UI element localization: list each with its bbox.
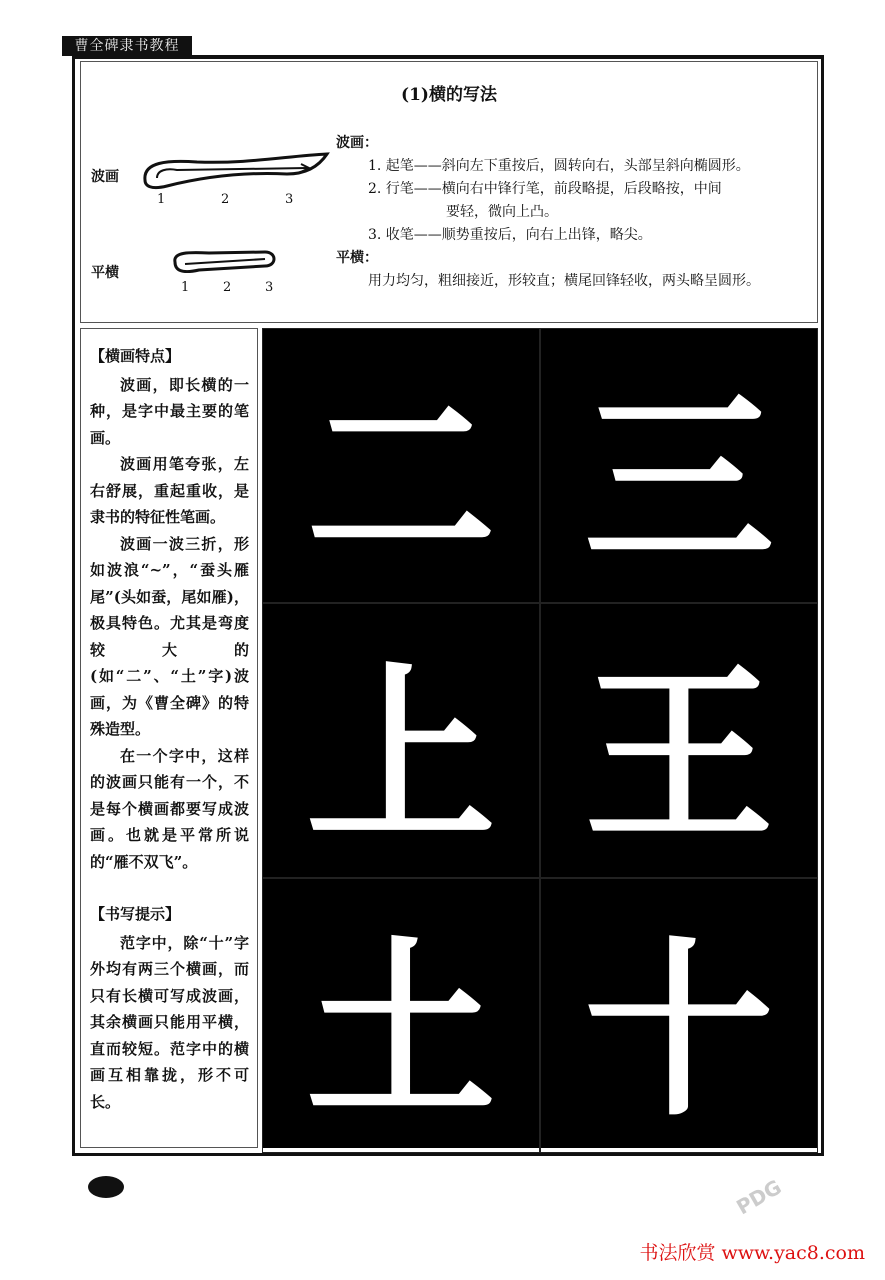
features-para: 在一个字中，这样的波画只能有一个，不是每个横画都要写成波画。也就是平常所说的“雁不双飞”。 [90, 746, 249, 871]
step-3: 3. 收笔——顺势重按后，向右上出锋，略尖。 [368, 227, 652, 243]
pdg-watermark: PDG [732, 1174, 786, 1220]
pingheng-stroke-diagram [169, 248, 281, 278]
example-char: 十 [540, 878, 818, 1153]
notes-column [80, 328, 258, 1148]
example-char: 二 [262, 328, 540, 603]
features-heading: 【横画特点】 [90, 347, 181, 365]
tips-heading: 【书写提示】 [90, 905, 181, 923]
example-char: 三 [540, 328, 818, 603]
pingheng-text: 用力均匀，粗细接近，形较直；横尾回锋轻收，两头略呈圆形。 [368, 273, 760, 289]
book-title-tab: 曹全碑隶书教程 [62, 36, 192, 56]
bohua-label: 波画 [91, 169, 119, 185]
stroke-method-box: (1)横的写法 波画 1 2 3 平横 1 2 3 波画： 1. 起笔——斜向左下重按后，圆转向右，头部呈斜向椭圆形。 2. 行笔——横向右中锋行笔，前段略提，后段略按，中间 要轻，微向上凸。 3. 收笔——顺势重按后，向右上出锋，略尖。 平横： 用力均匀，粗细接近，形较直；横尾回锋轻收，两头略呈圆形。 [80, 61, 818, 323]
features-para: 波画用笔夸张，左右舒展，重起重收，是隶书的特征性笔画。 [90, 455, 249, 526]
step-1: 1. 起笔——斜向左下重按后，圆转向右，头部呈斜向椭圆形。 [368, 158, 750, 174]
example-char: 上 [262, 603, 540, 878]
step-2-cont: 要轻，微向上凸。 [446, 204, 558, 220]
pingheng-label: 平横 [91, 265, 119, 281]
calligraphy-examples [262, 328, 818, 1148]
features-para: 波画，即长横的一种，是字中最主要的笔画。 [90, 375, 249, 447]
step-2: 2. 行笔——横向右中锋行笔，前段略提，后段略按，中间 [368, 181, 722, 197]
pingheng-heading: 平横： [336, 250, 378, 266]
features-para: 波画一波三折，形如波浪“~”，“蚕头雁尾”(头如蚕，尾如雁)，极具特色。尤其是弯度较大的(如“二”、“土”字)波画，为《曹全碑》的特殊造型。 [90, 534, 249, 738]
bohua-stroke-diagram [137, 150, 337, 192]
example-char: 王 [540, 603, 818, 878]
site-watermark: 书法欣赏 www.yac8.com [639, 1242, 865, 1264]
section-title: (1)横的写法 [401, 85, 497, 105]
page-marker [88, 1176, 124, 1198]
tips-para: 范字中，除“十”字外均有两三个横画，而只有长横可写成波画，其余横画只能用平横，直而较短。范字中的横画互相靠拢，形不可长。 [90, 933, 249, 1111]
bohua-heading: 波画： [336, 135, 378, 151]
stroke-description [336, 132, 806, 293]
example-char: 土 [262, 878, 540, 1153]
